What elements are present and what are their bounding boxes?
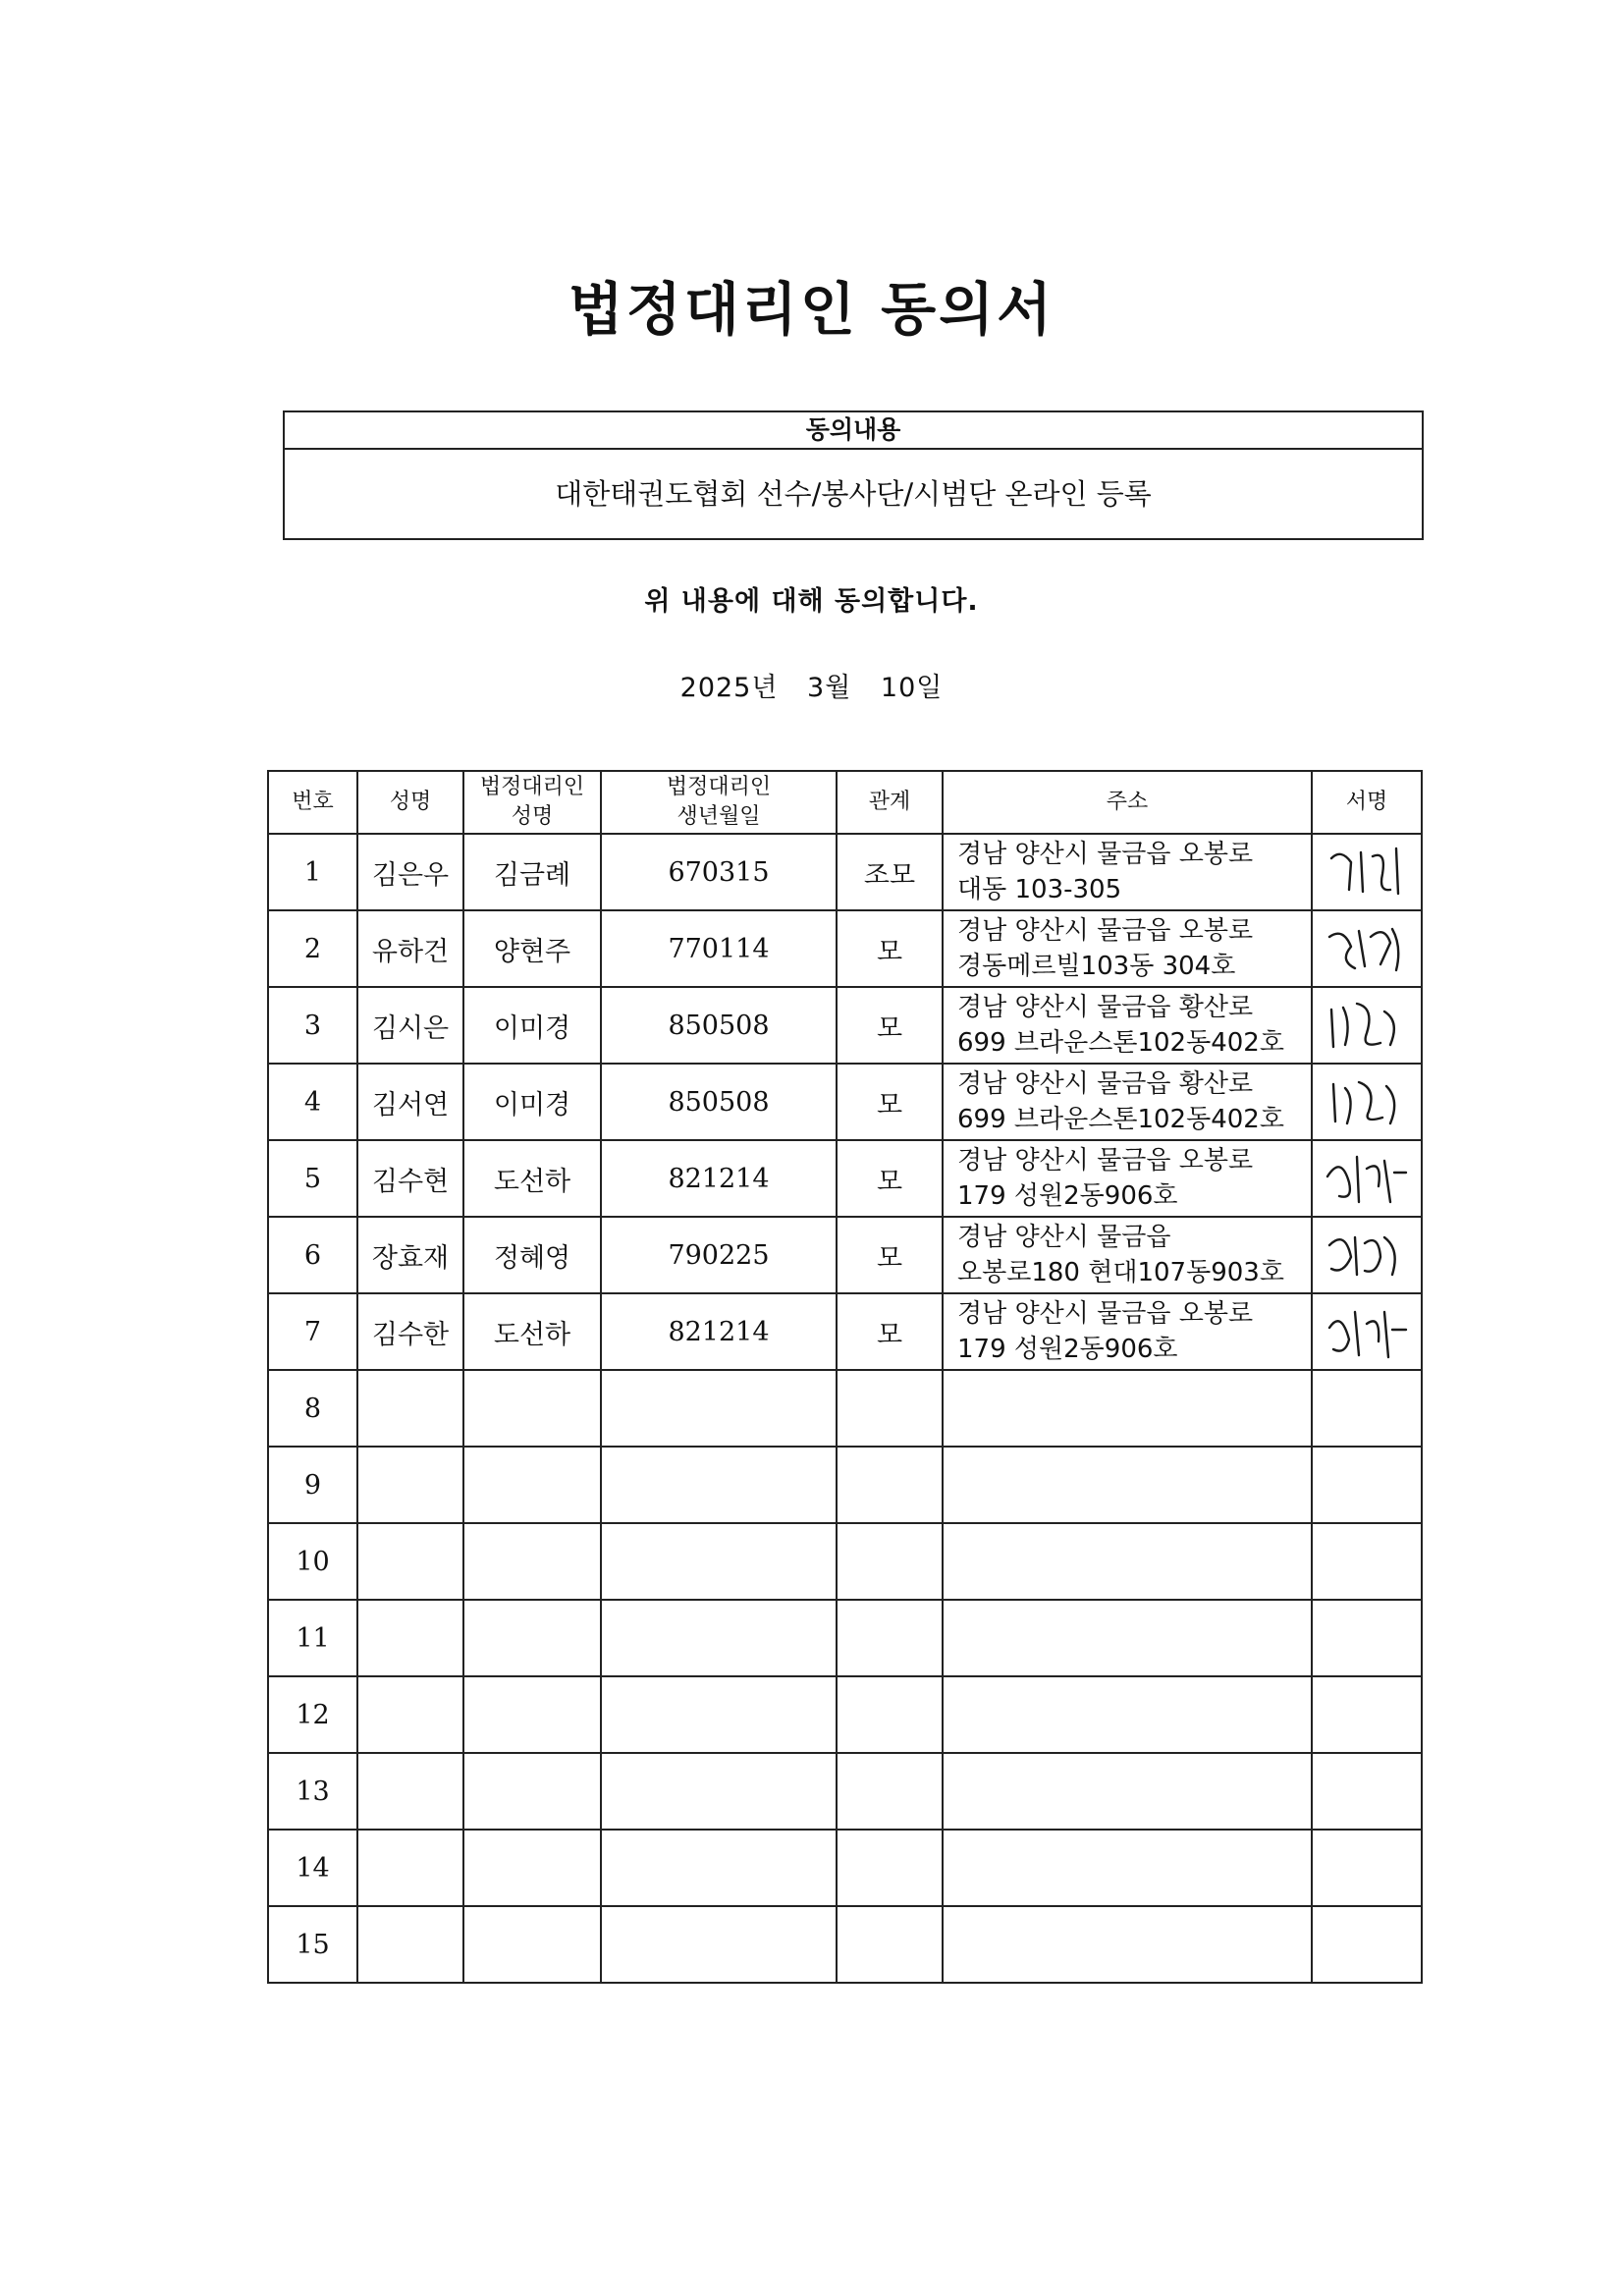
header-address: 주소: [943, 771, 1312, 834]
header-no: 번호: [268, 771, 357, 834]
handwritten-signature: [1322, 1147, 1412, 1210]
row-no: 12: [268, 1676, 357, 1753]
row-no: 9: [268, 1447, 357, 1523]
row-relation: [837, 1447, 943, 1523]
row-relation: 조모: [837, 834, 943, 910]
row-no: 4: [268, 1064, 357, 1140]
address-line: 179 성원2동906호: [957, 1335, 1178, 1364]
consent-date: [0, 666, 1623, 704]
row-guardian-birth: [601, 1676, 837, 1753]
row-guardian-birth: 821214: [601, 1293, 837, 1370]
row-address: [943, 1064, 1312, 1140]
table-row: [268, 1370, 1422, 1447]
row-guardian-name: 김금례: [463, 834, 601, 910]
header-guardian-name-line1: 법정대리인: [479, 775, 585, 799]
row-name: [357, 1753, 463, 1830]
row-guardian-name: [463, 1523, 601, 1600]
row-name: 장효재: [357, 1217, 463, 1293]
table-row: [268, 1906, 1422, 1983]
row-signature: [1312, 1140, 1422, 1217]
row-signature: [1312, 1830, 1422, 1906]
row-signature: [1312, 1064, 1422, 1140]
row-address: [943, 910, 1312, 987]
row-relation: 모: [837, 1217, 943, 1293]
row-guardian-name: 정혜영: [463, 1217, 601, 1293]
row-relation: [837, 1753, 943, 1830]
row-guardian-birth: [601, 1370, 837, 1447]
address-line: 179 성원2동906호: [957, 1181, 1178, 1211]
consent-content: 대한태권도협회 선수/봉사단/시범단 온라인 등록: [555, 477, 1152, 511]
row-address: [943, 1140, 1312, 1217]
row-guardian-birth: 821214: [601, 1140, 837, 1217]
address-line: 경남 양산시 물금읍 황산로: [957, 1069, 1254, 1099]
row-signature: [1312, 1753, 1422, 1830]
row-guardian-name: 도선하: [463, 1140, 601, 1217]
table-row: [268, 834, 1422, 910]
table-row: [268, 1447, 1422, 1523]
address-line: 경남 양산시 물금읍 오봉로: [957, 916, 1254, 946]
table-row: [268, 1140, 1422, 1217]
row-no: 14: [268, 1830, 357, 1906]
handwritten-signature: [1322, 841, 1412, 903]
row-address: [943, 1370, 1312, 1447]
row-relation: [837, 1523, 943, 1600]
address-line: 경남 양산시 물금읍 오봉로: [957, 840, 1254, 869]
address-line: 경남 양산시 물금읍 오봉로: [957, 1146, 1254, 1175]
table-row: [268, 1217, 1422, 1293]
row-name: [357, 1600, 463, 1676]
row-guardian-birth: [601, 1830, 837, 1906]
header-name: 성명: [357, 771, 463, 834]
row-guardian-birth: [601, 1600, 837, 1676]
row-guardian-birth: 790225: [601, 1217, 837, 1293]
row-relation: 모: [837, 1293, 943, 1370]
address-line: 699 브라운스톤102동402호: [957, 1028, 1284, 1058]
row-no: 7: [268, 1293, 357, 1370]
row-no: 13: [268, 1753, 357, 1830]
row-name: [357, 1830, 463, 1906]
row-signature: [1312, 834, 1422, 910]
address-line: 경동메르빌103동 304호: [957, 952, 1236, 981]
handwritten-signature: [1322, 1070, 1412, 1133]
address-line: 경남 양산시 물금읍 황산로: [957, 993, 1254, 1022]
row-name: 김서연: [357, 1064, 463, 1140]
row-no: 10: [268, 1523, 357, 1600]
row-name: 김수한: [357, 1293, 463, 1370]
table-row: [268, 1523, 1422, 1600]
row-signature: [1312, 1370, 1422, 1447]
table-row: [268, 1293, 1422, 1370]
row-signature: [1312, 1600, 1422, 1676]
table-row: [268, 1600, 1422, 1676]
row-address: [943, 1600, 1312, 1676]
row-signature: [1312, 1906, 1422, 1983]
row-address: [943, 1447, 1312, 1523]
table-row: [268, 1676, 1422, 1753]
row-name: [357, 1370, 463, 1447]
row-relation: [837, 1600, 943, 1676]
table-header-row: [268, 771, 1422, 834]
row-guardian-name: 이미경: [463, 987, 601, 1064]
row-guardian-name: [463, 1370, 601, 1447]
row-address: [943, 1753, 1312, 1830]
handwritten-signature: [1322, 1224, 1412, 1286]
row-no: 11: [268, 1600, 357, 1676]
row-address: [943, 834, 1312, 910]
header-guardian-birth: [601, 771, 837, 834]
row-address: [943, 1676, 1312, 1753]
address-line: 699 브라운스톤102동402호: [957, 1105, 1284, 1134]
row-no: 5: [268, 1140, 357, 1217]
table-row: [268, 1064, 1422, 1140]
row-guardian-name: [463, 1830, 601, 1906]
header-guardian-name-line2: 성명: [511, 804, 554, 829]
header-relation: 관계: [837, 771, 943, 834]
handwritten-signature: [1322, 917, 1412, 980]
agreement-statement: 위 내용에 대해 동의합니다.: [644, 586, 979, 617]
consent-header: 동의내용: [285, 412, 1422, 450]
row-relation: [837, 1676, 943, 1753]
row-address: [943, 1217, 1312, 1293]
row-name: [357, 1523, 463, 1600]
row-name: [357, 1906, 463, 1983]
row-name: [357, 1676, 463, 1753]
row-guardian-name: [463, 1447, 601, 1523]
row-guardian-birth: [601, 1753, 837, 1830]
consent-box: [283, 410, 1424, 540]
row-relation: [837, 1830, 943, 1906]
row-name: 유하건: [357, 910, 463, 987]
row-signature: [1312, 1676, 1422, 1753]
row-signature: [1312, 1293, 1422, 1370]
row-guardian-birth: 850508: [601, 1064, 837, 1140]
handwritten-signature: [1322, 994, 1412, 1057]
address-line: 오봉로180 현대107동903호: [957, 1258, 1284, 1287]
handwritten-signature: [1322, 1300, 1412, 1363]
row-guardian-birth: 850508: [601, 987, 837, 1064]
row-name: 김시은: [357, 987, 463, 1064]
guardian-roster-table: [267, 770, 1423, 1984]
header-signature: 서명: [1312, 771, 1422, 834]
row-signature: [1312, 987, 1422, 1064]
row-signature: [1312, 1447, 1422, 1523]
row-relation: 모: [837, 910, 943, 987]
row-guardian-birth: [601, 1523, 837, 1600]
row-relation: 모: [837, 987, 943, 1064]
row-guardian-birth: [601, 1906, 837, 1983]
row-name: 김수현: [357, 1140, 463, 1217]
row-guardian-name: [463, 1676, 601, 1753]
row-guardian-name: 도선하: [463, 1293, 601, 1370]
header-guardian-name: [463, 771, 601, 834]
row-relation: [837, 1370, 943, 1447]
row-address: [943, 1830, 1312, 1906]
row-guardian-name: [463, 1906, 601, 1983]
date-day: 10일: [880, 673, 944, 703]
table-row: [268, 987, 1422, 1064]
row-address: [943, 1293, 1312, 1370]
row-guardian-birth: 770114: [601, 910, 837, 987]
header-guardian-birth-line2: 생년월일: [676, 804, 761, 829]
table-row: [268, 1830, 1422, 1906]
header-guardian-birth-line1: 법정대리인: [666, 775, 772, 799]
address-line: 대동 103-305: [957, 875, 1122, 904]
row-relation: 모: [837, 1140, 943, 1217]
row-name: 김은우: [357, 834, 463, 910]
row-guardian-name: 이미경: [463, 1064, 601, 1140]
date-year: 2025년: [679, 673, 779, 703]
row-no: 6: [268, 1217, 357, 1293]
address-line: 경남 양산시 물금읍: [957, 1223, 1171, 1252]
row-no: 2: [268, 910, 357, 987]
row-guardian-name: [463, 1753, 601, 1830]
row-relation: 모: [837, 1064, 943, 1140]
table-row: [268, 910, 1422, 987]
row-guardian-birth: 670315: [601, 834, 837, 910]
date-month: 3월: [807, 673, 852, 703]
row-no: 15: [268, 1906, 357, 1983]
address-line: 경남 양산시 물금읍 오봉로: [957, 1299, 1254, 1329]
row-address: [943, 1906, 1312, 1983]
row-no: 1: [268, 834, 357, 910]
row-signature: [1312, 1523, 1422, 1600]
row-address: [943, 987, 1312, 1064]
row-name: [357, 1447, 463, 1523]
document-title: 법정대리인 동의서: [568, 276, 1055, 343]
row-no: 8: [268, 1370, 357, 1447]
table-row: [268, 1753, 1422, 1830]
row-signature: [1312, 910, 1422, 987]
row-no: 3: [268, 987, 357, 1064]
row-signature: [1312, 1217, 1422, 1293]
row-guardian-name: 양현주: [463, 910, 601, 987]
row-guardian-name: [463, 1600, 601, 1676]
row-address: [943, 1523, 1312, 1600]
row-guardian-birth: [601, 1447, 837, 1523]
row-relation: [837, 1906, 943, 1983]
